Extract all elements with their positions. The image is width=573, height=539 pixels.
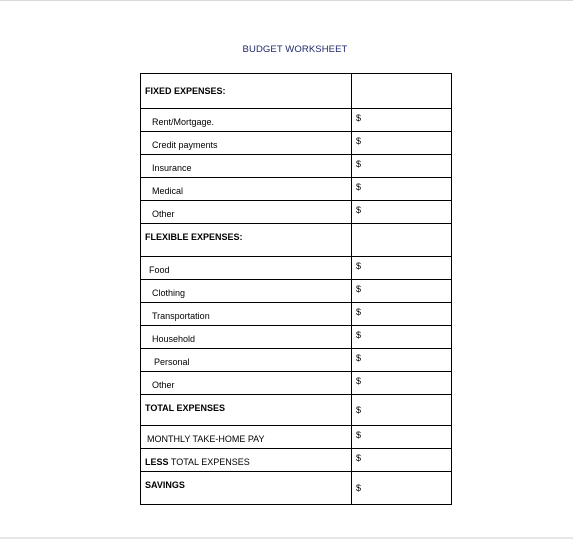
- row-label-cell: [141, 155, 352, 178]
- dollar-sign: $: [356, 307, 362, 317]
- row-label: Clothing: [152, 288, 186, 298]
- amount-cell[interactable]: [352, 280, 452, 303]
- table-row: [141, 349, 452, 372]
- row-label: TOTAL EXPENSES: [168, 457, 250, 467]
- amount-cell[interactable]: [352, 303, 452, 326]
- row-label: FIXED EXPENSES:: [145, 86, 226, 96]
- row-label: Insurance: [152, 163, 192, 173]
- table-row: [141, 257, 452, 280]
- amount-cell[interactable]: [352, 372, 452, 395]
- amount-cell[interactable]: [352, 472, 452, 505]
- section-header-fixed: [141, 74, 352, 109]
- section-header-flexible: [141, 224, 352, 257]
- dollar-sign: $: [356, 113, 362, 123]
- dollar-sign: $: [356, 353, 362, 363]
- budget-table: [140, 73, 452, 505]
- table-row: [141, 303, 452, 326]
- table-row: [141, 224, 452, 257]
- dollar-sign: $: [356, 159, 362, 169]
- dollar-sign: $: [356, 405, 362, 415]
- row-label: SAVINGS: [145, 480, 185, 490]
- amount-cell[interactable]: [352, 178, 452, 201]
- page-top-edge: [0, 0, 573, 1]
- dollar-sign: $: [356, 330, 362, 340]
- row-label-cell: [141, 372, 352, 395]
- row-label: Credit payments: [152, 140, 218, 150]
- row-label: Medical: [152, 186, 184, 196]
- less-label: LESS: [145, 457, 169, 467]
- table-row: [141, 74, 452, 109]
- amount-cell[interactable]: [352, 109, 452, 132]
- amount-cell[interactable]: [352, 257, 452, 280]
- amount-cell[interactable]: [352, 155, 452, 178]
- table-row: [141, 280, 452, 303]
- row-label: Food: [149, 265, 170, 275]
- row-label-cell: [141, 132, 352, 155]
- table-row: [141, 395, 452, 426]
- dollar-sign: $: [356, 136, 362, 146]
- amount-cell[interactable]: [352, 395, 452, 426]
- dollar-sign: $: [356, 453, 362, 463]
- amount-cell[interactable]: [352, 224, 452, 257]
- amount-cell[interactable]: [352, 449, 452, 472]
- row-label-cell: [141, 349, 352, 372]
- table-row: [141, 372, 452, 395]
- table-row: [141, 109, 452, 132]
- dollar-sign: $: [356, 376, 362, 386]
- take-home-pay-label-cell: [141, 426, 352, 449]
- total-expenses-label-cell: [141, 395, 352, 426]
- amount-cell[interactable]: [352, 349, 452, 372]
- amount-cell[interactable]: [352, 132, 452, 155]
- dollar-sign: $: [356, 430, 362, 440]
- amount-cell[interactable]: [352, 201, 452, 224]
- row-label: Other: [152, 380, 175, 390]
- row-label: Rent/Mortgage.: [152, 117, 215, 127]
- row-label: TOTAL EXPENSES: [145, 403, 226, 413]
- less-total-expenses-label-cell: [141, 449, 352, 472]
- table-row: [141, 132, 452, 155]
- row-label-cell: [141, 326, 352, 349]
- table-row: [141, 449, 452, 472]
- amount-cell[interactable]: [352, 326, 452, 349]
- row-label: Transportation: [152, 311, 210, 321]
- row-label-cell: [141, 303, 352, 326]
- row-label-cell: [141, 201, 352, 224]
- row-label-cell: [141, 178, 352, 201]
- table-row: [141, 326, 452, 349]
- row-label-cell: [141, 280, 352, 303]
- savings-label-cell: [141, 472, 352, 505]
- table-row: [141, 472, 452, 505]
- amount-cell[interactable]: [352, 426, 452, 449]
- row-label: FLEXIBLE EXPENSES:: [145, 232, 243, 242]
- dollar-sign: $: [356, 261, 362, 271]
- dollar-sign: $: [356, 284, 362, 294]
- dollar-sign: $: [356, 205, 362, 215]
- dollar-sign: $: [356, 182, 362, 192]
- amount-cell[interactable]: [352, 74, 452, 109]
- row-label: MONTHLY TAKE-HOME PAY: [147, 434, 265, 444]
- row-label-cell: [141, 257, 352, 280]
- table-row: [141, 201, 452, 224]
- document-title: BUDGET WORKSHEET: [242, 44, 348, 55]
- table-row: [141, 426, 452, 449]
- row-label: Personal: [154, 357, 190, 367]
- table-row: [141, 155, 452, 178]
- dollar-sign: $: [356, 483, 362, 493]
- table-row: [141, 178, 452, 201]
- row-label: Household: [152, 334, 196, 344]
- row-label-cell: [141, 109, 352, 132]
- row-label: Other: [152, 209, 175, 219]
